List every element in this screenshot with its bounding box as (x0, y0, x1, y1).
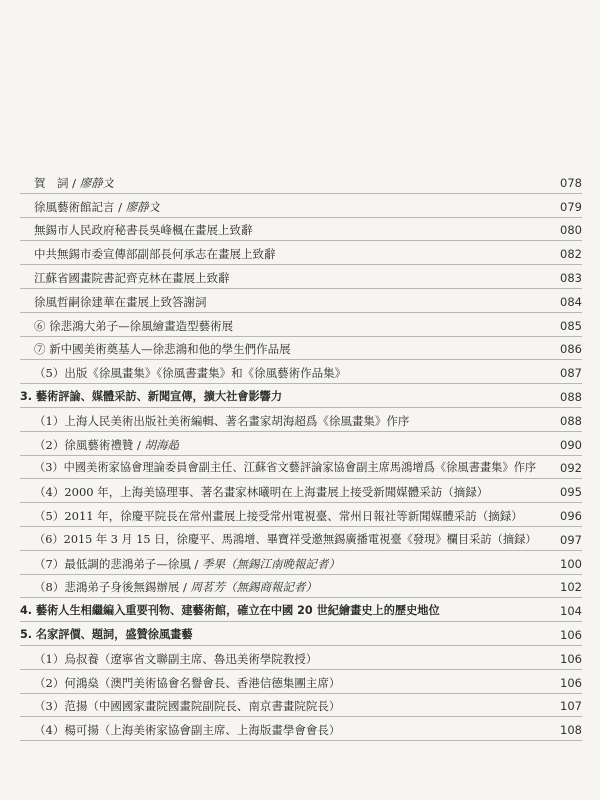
entry-title-text: （3）中國美術家協會理論委員會副主任、江蘇省文藝評論家協會副主席馬鴻增爲《徐風書畫集》作序 (34, 461, 537, 475)
entry-title-text: ⑥ 徐悲鴻大弟子—徐風繪畫造型藝術展 (34, 318, 234, 333)
toc-entry-title (20, 319, 233, 333)
entry-title-text: 徐風藝術館記言 (34, 199, 115, 214)
toc-entry[interactable] (20, 241, 582, 265)
toc-entry[interactable] (20, 170, 582, 194)
toc-entry[interactable] (20, 432, 582, 456)
toc-entry[interactable] (20, 527, 582, 551)
entry-title-text: （3）范揚（中國國家畫院國畫院副院長、南京書畫院院長） (34, 699, 341, 714)
toc-page-number: 106 (560, 651, 582, 666)
toc-entry-title (20, 557, 340, 571)
toc-entry-title (20, 461, 536, 475)
toc-page-number: 090 (560, 437, 582, 452)
toc-entry-title (20, 604, 440, 618)
entry-title-text: （5）出版《徐風畫集》《徐風書畫集》和《徐風藝術作品集》 (34, 366, 347, 381)
toc-entry[interactable] (20, 218, 582, 242)
entry-title-text: 無錫市人民政府秘書長吳峰楓在畫展上致辭 (34, 223, 253, 238)
toc-entry[interactable] (20, 194, 582, 218)
toc-entry[interactable] (20, 670, 582, 694)
toc-entry-title (20, 390, 282, 404)
entry-title-text: （1）上海人民美術出版社美術編輯、著名畫家胡海超爲《徐風畫集》作序 (34, 413, 410, 428)
entry-title-text: 江蘇省國畫院書記齊克林在畫展上致辭 (34, 270, 230, 285)
entry-title-text: 賀 詞 (34, 175, 69, 190)
toc-page-number: 106 (560, 627, 582, 642)
toc-section-heading[interactable] (20, 384, 582, 408)
toc-page-number: 088 (560, 413, 582, 428)
toc-page-number: 100 (560, 556, 582, 571)
entry-title-text: 中共無錫市委宣傳部副部長何承志在畫展上致辭 (34, 247, 276, 262)
toc-page-number: 107 (560, 699, 582, 714)
toc-section-heading[interactable] (20, 622, 582, 646)
toc-entry-title (20, 485, 488, 499)
toc-page-number: 095 (560, 485, 582, 500)
author-separator: / (114, 199, 126, 214)
entry-title-text: （1）烏叔養（遼寧省文聯副主席、魯迅美術學院教授） (34, 651, 318, 666)
toc-entry[interactable] (20, 575, 582, 599)
toc-entry[interactable] (20, 360, 582, 384)
toc-page-number: 104 (560, 604, 582, 619)
toc-page-number: 083 (560, 270, 582, 285)
toc-entry-title (20, 271, 230, 285)
toc-page-number: 097 (560, 532, 582, 547)
toc-entry[interactable] (20, 289, 582, 313)
entry-author: 季果（無錫江南晚報記者） (202, 556, 341, 571)
entry-author: 胡海超 (144, 437, 180, 452)
author-separator: / (190, 556, 203, 571)
toc-page-number: 108 (560, 723, 582, 738)
toc-page-number: 084 (560, 294, 582, 309)
toc-entry-title (20, 247, 276, 261)
entry-title-text: （7）最低調的悲鴻弟子—徐風 (34, 556, 191, 571)
entry-title-text: 5. 名家評價、題詞，盛贊徐風畫藝 (20, 627, 193, 641)
toc-entry-title (20, 295, 207, 309)
toc-page-number: 085 (560, 318, 582, 333)
entry-title-text: 4. 藝術人生相繼編入重要刊物、建藝術館，確立在中國 20 世紀繪畫史上的歷史地位 (20, 604, 440, 618)
author-separator: / (68, 175, 80, 190)
toc-page-number: 092 (560, 461, 582, 476)
toc-entry[interactable] (20, 646, 582, 670)
toc-entry[interactable] (20, 503, 582, 527)
toc-page-number: 078 (560, 175, 582, 190)
entry-title-text: ⑦ 新中國美術奠基人—徐悲鴻和他的學生們作品展 (34, 342, 291, 357)
author-separator: / (179, 580, 191, 595)
entry-title-text: （2）徐風藝術禮贊 (34, 437, 134, 452)
toc-entry-title (20, 628, 193, 642)
entry-title-text: （5）2011 年，徐慶平院長在常州畫展上接受常州電視臺、常州日報社等新聞媒體采訪（摘録） (34, 508, 523, 523)
toc-entry[interactable] (20, 479, 582, 503)
toc-entry[interactable] (20, 313, 582, 337)
toc-page-number: 080 (560, 223, 582, 238)
toc-entry-title (20, 509, 523, 523)
entry-title-text: 徐風哲嗣徐建華在畫展上致答謝詞 (34, 294, 207, 309)
toc-page-number: 102 (560, 580, 582, 595)
toc-page-number: 096 (560, 508, 582, 523)
entry-title-text: （2）何鴻燊（澳門美術協會名譽會長、香港信德集團主席） (34, 675, 341, 690)
toc-entry[interactable] (20, 694, 582, 718)
entry-title-text: （4）楊可揚（上海美術家協會副主席、上海版畫學會會長） (34, 723, 341, 738)
toc-entry[interactable] (20, 408, 582, 432)
toc-page-number: 088 (560, 389, 582, 404)
toc-entry-title (20, 200, 160, 214)
toc-entry-title (20, 533, 537, 547)
author-separator: / (133, 437, 145, 452)
toc-page-number: 087 (560, 366, 582, 381)
toc-section-heading[interactable] (20, 598, 582, 622)
toc-entry[interactable] (20, 337, 582, 361)
entry-title-text: （4）2000 年，上海美協理事、著名畫家林曦明在上海畫展上接受新聞媒體采訪（摘録） (34, 485, 489, 500)
toc-entry[interactable] (20, 456, 582, 480)
toc-entry[interactable] (20, 717, 582, 741)
toc-page-number: 082 (560, 247, 582, 262)
entry-author: 周茗芳（無錫商報記者） (190, 580, 318, 595)
toc-entry-title (20, 414, 409, 428)
toc-entry-title (20, 699, 340, 713)
entry-title-text: 3. 藝術評論、媒體采訪、新聞宣傳，擴大社會影響力 (20, 389, 283, 403)
toc-entry-title (20, 366, 346, 380)
entry-author: 廖静文 (79, 175, 115, 190)
toc-entry-title (20, 223, 253, 237)
toc-entry-title (20, 652, 317, 666)
toc-page-number: 079 (560, 199, 582, 214)
table-of-contents (20, 170, 582, 741)
toc-entry-title (20, 676, 340, 690)
toc-entry-title (20, 438, 179, 452)
toc-page-number: 106 (560, 675, 582, 690)
toc-entry[interactable] (20, 265, 582, 289)
toc-entry-title (20, 176, 114, 190)
toc-entry[interactable] (20, 551, 582, 575)
toc-entry-title (20, 580, 317, 594)
entry-title-text: （8）悲鴻弟子身後無錫辦展 (34, 580, 180, 595)
toc-page-number: 086 (560, 342, 582, 357)
entry-author: 廖静文 (125, 199, 161, 214)
toc-entry-title (20, 723, 340, 737)
entry-title-text: （6）2015 年 3 月 15 日，徐慶平、馬鴻增、畢寶祥受邀無錫廣播電視臺《發現》欄目采訪（摘録） (34, 532, 537, 546)
toc-entry-title (20, 342, 291, 356)
